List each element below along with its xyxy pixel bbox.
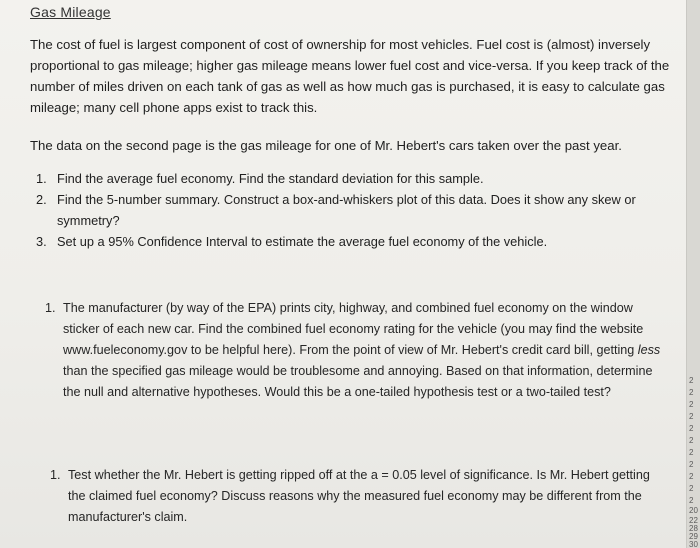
edge-number: 2: [689, 436, 694, 445]
edge-number: 2: [689, 448, 694, 457]
edge-number: 2: [689, 496, 694, 505]
emphasized-word: less: [637, 343, 661, 357]
edge-number: 2: [689, 388, 694, 397]
edge-number: 2: [689, 460, 694, 469]
task-number: 2.: [36, 192, 47, 207]
next-page-edge: [686, 0, 700, 548]
question-text-end: than the specified gas mileage would be troublesome and annoying. Based on that information, determine the null and alternative hypotheses. Would this be a one-tailed hypothesis test or a two-tailed test?: [63, 364, 653, 399]
task-number: 3.: [36, 234, 47, 249]
edge-number: 2: [689, 400, 694, 409]
edge-number: 2: [689, 472, 694, 481]
hypothesis-question: [45, 298, 670, 403]
edge-number: 30: [689, 540, 698, 548]
document-title: Gas Mileage: [30, 4, 111, 20]
edge-number: 22: [689, 516, 698, 525]
edge-number: 2: [689, 424, 694, 433]
edge-number: 2: [689, 484, 694, 493]
edge-number: 29: [689, 532, 698, 541]
edge-number: 28: [689, 524, 698, 533]
question-text-start: The manufacturer (by way of the EPA) prints city, highway, and combined fuel economy on the window sticker of each new car. Find the combined fuel economy rating for the vehicle (you may find the website www.fueleconomy.gov to be helpful here). From the point of view of Mr. Hebert's credit card bill, getting: [63, 301, 644, 357]
task-text: Find the average fuel economy. Find the standard deviation for this sample.: [57, 171, 484, 186]
question-text: Test whether the Mr. Hebert is getting ripped off at the a = 0.05 level of significance. Is Mr. Hebert getting the claimed fuel economy? Discuss reasons why the measured fuel economy may be different from the manufacturer's claim.: [68, 468, 650, 524]
data-description-paragraph: The data on the second page is the gas mileage for one of Mr. Hebert's cars taken over the past year.: [30, 138, 622, 153]
task-text: Set up a 95% Confidence Interval to estimate the average fuel economy of the vehicle.: [57, 234, 548, 249]
task-item: [36, 168, 664, 189]
task-item: [36, 189, 664, 231]
question-number: 1.: [45, 301, 56, 315]
intro-paragraph: The cost of fuel is largest component of cost of ownership for most vehicles. Fuel cost is (almost) inversely proportional to gas mileage; higher gas mileage means lower fuel cost and vice-versa. If you keep track of the number of miles driven on each tank of gas as well as how much gas is purchased, it is easy to calculate gas mileage; many cell phone apps exist to track this.: [30, 37, 670, 115]
question-number: 1.: [50, 468, 61, 482]
question-text: [45, 298, 670, 403]
significance-test-question: [50, 465, 670, 528]
task-number: 1.: [36, 171, 47, 186]
task-list: [36, 168, 664, 252]
edge-number: 2: [689, 412, 694, 421]
task-item: [36, 231, 664, 252]
task-text: Find the 5-number summary. Construct a box-and-whiskers plot of this data. Does it show any skew or symmetry?: [57, 192, 636, 228]
edge-number: 20: [689, 506, 698, 515]
edge-number: 2: [689, 376, 694, 385]
